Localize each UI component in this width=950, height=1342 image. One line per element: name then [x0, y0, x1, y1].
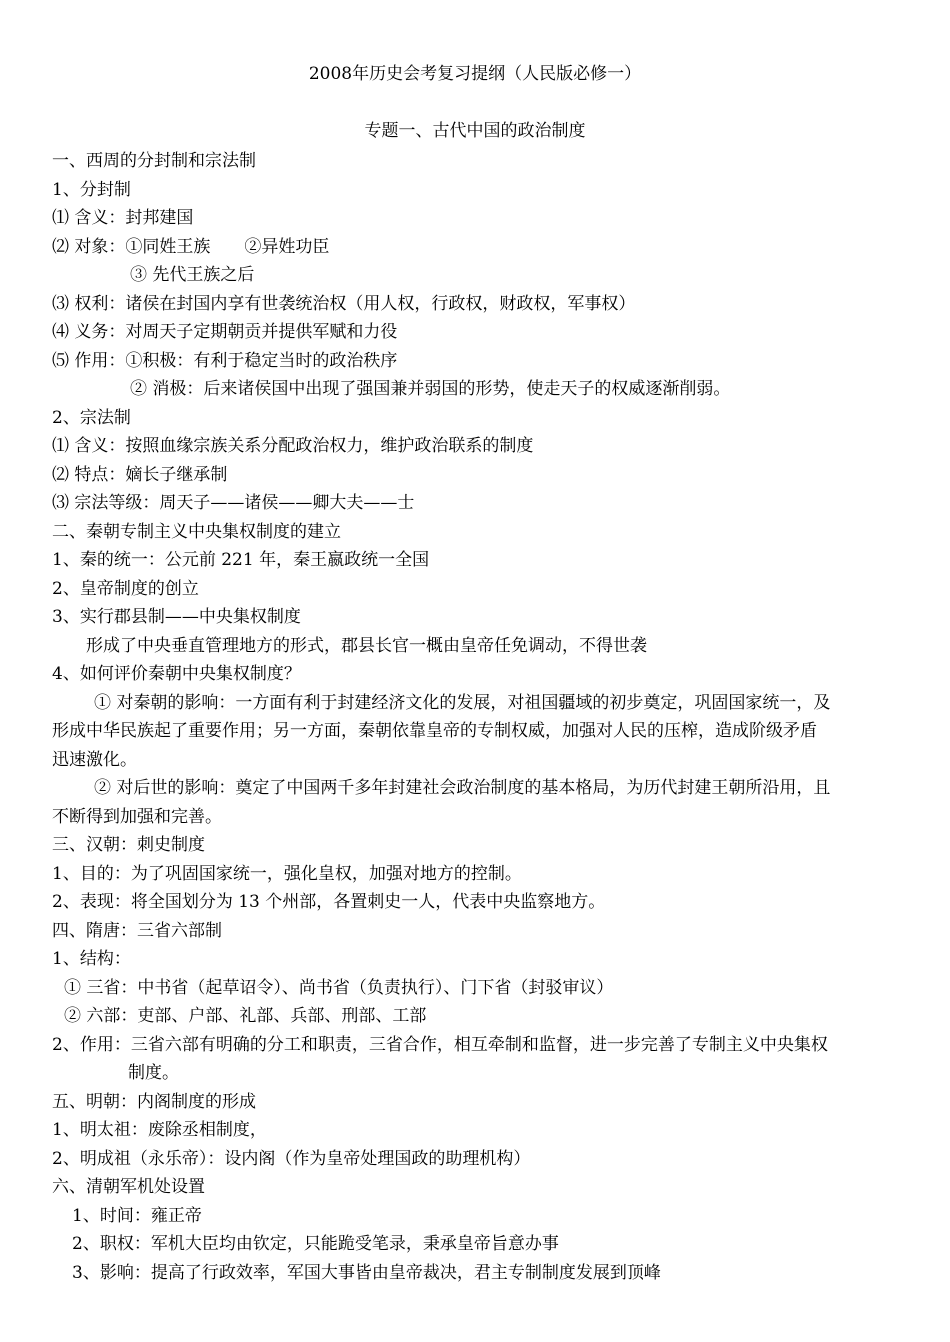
text-line: ⑸ 作用：①积极：有利于稳定当时的政治秩序 [52, 350, 398, 371]
text-line: 3、影响：提高了行政效率，军国大事皆由皇帝裁决，君主专制制度发展到顶峰 [72, 1262, 661, 1283]
text-line: ③ 先代王族之后 [130, 265, 255, 285]
text-line: ⑶ 宗法等级：周天子——诸侯——卿大夫——士 [52, 493, 415, 513]
text-line: 不断得到加强和完善。 [52, 806, 222, 827]
text-line: 五、明朝：内阁制度的形成 [52, 1091, 256, 1112]
text-line: 2、皇帝制度的创立 [52, 578, 199, 599]
text-line: 2、表现：将全国划分为 13 个州部，各置刺史一人，代表中央监察地方。 [52, 892, 606, 912]
text-line: ⑷ 义务：对周天子定期朝贡并提供军赋和力役 [52, 322, 398, 342]
text-line: 2、作用：三省六部有明确的分工和职责，三省合作，相互牵制和监督，进一步完善了专制主义中央集权 [52, 1034, 828, 1055]
text-line: 1、秦的统一：公元前 221 年，秦王嬴政统一全国 [52, 550, 430, 570]
text-line: ⑴ 含义：封邦建国 [52, 208, 194, 228]
text-line: ⑶ 权利：诸侯在封国内享有世袭统治权（用人权，行政权，财政权，军事权） [52, 293, 636, 314]
text-line: 1、分封制 [52, 179, 131, 200]
text-line: 形成中华民族起了重要作用；另一方面，秦朝依靠皇帝的专制权威，加强对人民的压榨，造成阶级矛盾 [52, 721, 817, 741]
text-line: 1、时间：雍正帝 [72, 1205, 202, 1226]
text-line: 2、明成祖（永乐帝）：设内阁（作为皇帝处理国政的助理机构） [52, 1148, 531, 1169]
text-line: 2、宗法制 [52, 407, 131, 428]
text-line: 2、职权：军机大臣均由钦定，只能跪受笔录，秉承皇帝旨意办事 [72, 1234, 559, 1254]
text-line: ② 对后世的影响：奠定了中国两千多年封建社会政治制度的基本格局，为历代封建王朝所沿用，且 [94, 778, 831, 798]
text-line: 三、汉朝：刺史制度 [52, 835, 205, 855]
text-line: 1、结构： [52, 949, 131, 969]
text-line: 四、隋唐：三省六部制 [52, 920, 222, 941]
text-line: 3、实行郡县制——中央集权制度 [52, 607, 301, 627]
text-line: 1、明太祖：废除丞相制度， [52, 1120, 267, 1140]
text-line: 一、西周的分封制和宗法制 [52, 151, 256, 171]
text-line: ① 对秦朝的影响：一方面有利于封建经济文化的发展，对祖国疆域的初步奠定，巩固国家统一，及 [94, 692, 831, 713]
text-line: ② 六部：吏部、户部、礼部、兵部、刑部、工部 [64, 1006, 427, 1026]
text-line: 制度。 [128, 1063, 179, 1083]
text-line: 迅速激化。 [52, 749, 137, 770]
text-line: ⑵ 对象：①同姓王族 ②异姓功臣 [52, 236, 330, 257]
document-title: 2008年历史会考复习提纲（人民版必修一） [308, 64, 642, 84]
text-line: 二、秦朝专制主义中央集权制度的建立 [52, 521, 341, 542]
text-line: ⑴ 含义：按照血缘宗族关系分配政治权力，维护政治联系的制度 [52, 436, 534, 456]
section-heading: 专题一、古代中国的政治制度 [364, 121, 586, 141]
text-line: 六、清朝军机处设置 [52, 1177, 205, 1197]
text-line: ① 三省：中书省（起草诏令）、尚书省（负责执行）、门下省（封驳审议） [64, 977, 614, 998]
text-line: ② 消极：后来诸侯国中出现了强国兼并弱国的形势，使走天子的权威逐渐削弱。 [130, 379, 731, 399]
text-line: 形成了中央垂直管理地方的形式，郡县长官一概由皇帝任免调动，不得世袭 [86, 635, 647, 656]
text-line: 1、目的：为了巩固国家统一，强化皇权，加强对地方的控制。 [52, 863, 522, 884]
text-line: 4、如何评价秦朝中央集权制度？ [52, 664, 301, 684]
document-body [52, 147, 902, 1287]
text-line: ⑵ 特点：嫡长子继承制 [52, 464, 228, 485]
